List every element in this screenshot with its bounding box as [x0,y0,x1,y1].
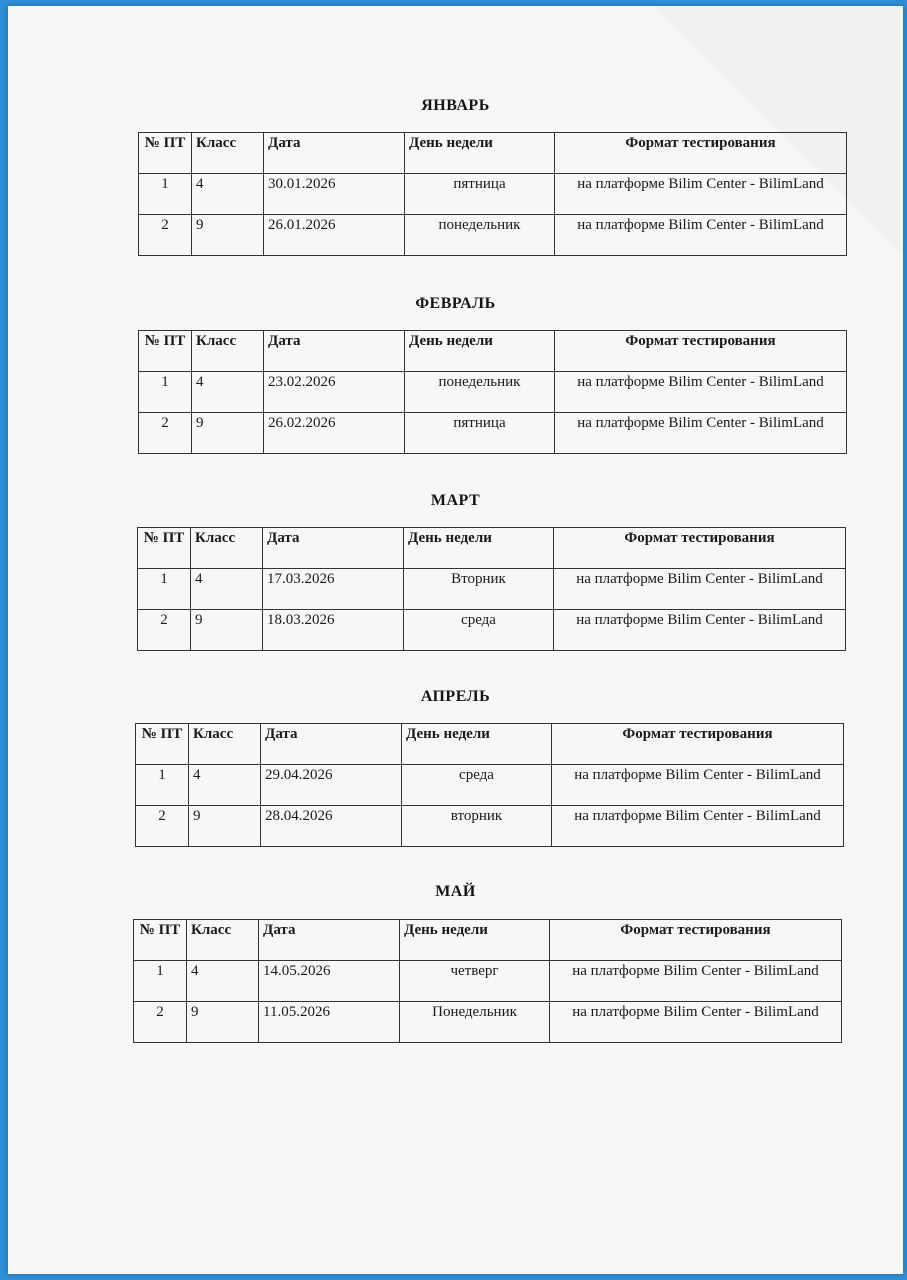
table-row [139,372,847,413]
cell-format: на платформе Bilim Center - BilimLand [555,413,847,454]
cell-num: 1 [139,174,192,215]
cell-class: 4 [187,961,259,1002]
cell-format: на платформе Bilim Center - BilimLand [555,215,847,256]
cell-class: 9 [191,610,263,651]
header-format: Формат тестирования [552,724,844,765]
cell-format: на платформе Bilim Center - BilimLand [552,806,844,847]
cell-date: 26.02.2026 [264,413,405,454]
header-weekday: День недели [405,331,555,372]
cell-format: на платформе Bilim Center - BilimLand [554,610,846,651]
cell-date: 18.03.2026 [263,610,404,651]
cell-weekday: понедельник [405,372,555,413]
document-page [8,6,903,1274]
cell-weekday: среда [402,765,552,806]
schedule-table [138,132,847,256]
table-row [136,806,844,847]
header-num: № ПТ [139,133,192,174]
cell-date: 28.04.2026 [261,806,402,847]
schedule-table [135,723,844,847]
header-date: Дата [261,724,402,765]
header-num: № ПТ [139,331,192,372]
table-row [136,765,844,806]
cell-class: 4 [189,765,261,806]
table-header-row [139,331,847,372]
cell-format: на платформе Bilim Center - BilimLand [554,569,846,610]
cell-weekday: четверг [400,961,550,1002]
cell-weekday: понедельник [405,215,555,256]
header-class: Класс [191,528,263,569]
cell-weekday: пятница [405,413,555,454]
cell-format: на платформе Bilim Center - BilimLand [550,961,842,1002]
cell-format: на платформе Bilim Center - BilimLand [552,765,844,806]
cell-class: 4 [191,569,263,610]
cell-weekday: пятница [405,174,555,215]
table-row [134,1002,842,1043]
table-row [139,174,847,215]
cell-date: 29.04.2026 [261,765,402,806]
cell-class: 9 [192,413,264,454]
cell-num: 1 [134,961,187,1002]
cell-weekday: Вторник [404,569,554,610]
table-row [139,215,847,256]
table-header-row [138,528,846,569]
cell-weekday: Понедельник [400,1002,550,1043]
cell-weekday: вторник [402,806,552,847]
header-class: Класс [187,920,259,961]
cell-class: 9 [187,1002,259,1043]
schedule-table [137,527,846,651]
cell-num: 2 [136,806,189,847]
header-format: Формат тестирования [555,133,847,174]
header-num: № ПТ [134,920,187,961]
table-header-row [136,724,844,765]
header-date: Дата [264,133,405,174]
cell-class: 9 [189,806,261,847]
header-date: Дата [264,331,405,372]
table-row [138,569,846,610]
header-format: Формат тестирования [550,920,842,961]
cell-class: 4 [192,174,264,215]
month-title: ФЕВРАЛЬ [415,295,496,312]
header-num: № ПТ [138,528,191,569]
cell-weekday: среда [404,610,554,651]
header-num: № ПТ [136,724,189,765]
cell-date: 14.05.2026 [259,961,400,1002]
table-row [139,413,847,454]
header-weekday: День недели [402,724,552,765]
month-title: АПРЕЛЬ [420,688,491,705]
cell-num: 2 [138,610,191,651]
cell-format: на платформе Bilim Center - BilimLand [550,1002,842,1043]
cell-class: 4 [192,372,264,413]
table-row [138,610,846,651]
cell-num: 1 [139,372,192,413]
header-class: Класс [192,133,264,174]
schedule-table [133,919,842,1043]
cell-format: на платформе Bilim Center - BilimLand [555,174,847,215]
cell-date: 23.02.2026 [264,372,405,413]
header-date: Дата [263,528,404,569]
cell-class: 9 [192,215,264,256]
cell-num: 2 [139,215,192,256]
cell-num: 1 [136,765,189,806]
header-class: Класс [189,724,261,765]
cell-date: 26.01.2026 [264,215,405,256]
header-format: Формат тестирования [555,331,847,372]
cell-date: 11.05.2026 [259,1002,400,1043]
cell-num: 2 [134,1002,187,1043]
month-title: МАРТ [430,492,481,509]
table-row [134,961,842,1002]
cell-num: 1 [138,569,191,610]
month-title: МАЙ [435,883,476,900]
cell-date: 30.01.2026 [264,174,405,215]
table-header-row [134,920,842,961]
header-class: Класс [192,331,264,372]
cell-num: 2 [139,413,192,454]
table-header-row [139,133,847,174]
cell-format: на платформе Bilim Center - BilimLand [555,372,847,413]
header-weekday: День недели [405,133,555,174]
header-date: Дата [259,920,400,961]
cell-date: 17.03.2026 [263,569,404,610]
header-weekday: День недели [400,920,550,961]
header-format: Формат тестирования [554,528,846,569]
header-weekday: День недели [404,528,554,569]
month-title: ЯНВАРЬ [421,97,490,114]
schedule-table [138,330,847,454]
